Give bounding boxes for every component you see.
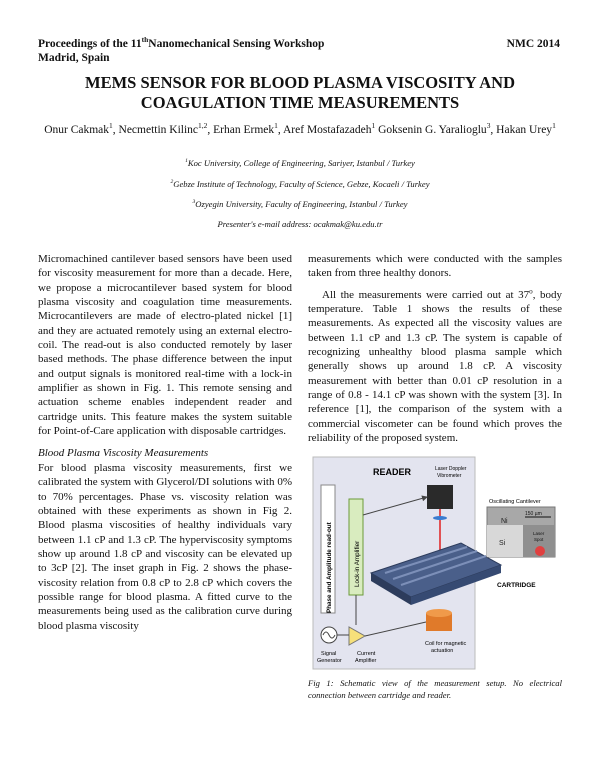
author: Onur Cakmak bbox=[44, 124, 110, 136]
vibrometer-device bbox=[427, 485, 453, 509]
svg-text:Laser Doppler: Laser Doppler bbox=[435, 466, 467, 473]
results-paragraph: All the measurements were carried out at 37$^o$, body temperature. Table 1 shows the results of these measurements. As expected all the viscosity values are between 1.1 cP and 1.3 cP. The system is capable of recognizing unhealthy blood plasma sample which generally shows up around 1.8 cP. A viscosity measurement with better than 0.01 cP resolution in a range of 0.8 - 14.1 cP was shown with the system [3]. In reference [1], the comparison of the system with a commercial viscometer can be found which proves the reliability of the proposed system. bbox=[308, 287, 563, 445]
author: Necmettin Kilinc bbox=[118, 124, 199, 136]
svg-text:Amplifier: Amplifier bbox=[355, 658, 377, 665]
lockin-label: Lock-in Amplifier bbox=[354, 541, 361, 588]
figure-caption: Fig 1: Schematic view of the measurement setup. No electrical connection between cartridge and reader. bbox=[308, 678, 562, 701]
svg-text:Signal: Signal bbox=[321, 651, 337, 658]
coil-label: Coil for magnetic bbox=[425, 641, 467, 648]
continued-paragraph: measurements which were conducted with the samples taken from three healthy donors. bbox=[308, 253, 562, 280]
readout-label: Phase and Amplitude read-out bbox=[326, 522, 333, 614]
laser-spot bbox=[535, 546, 545, 556]
left-column bbox=[38, 252, 292, 633]
svg-text:150 µm: 150 µm bbox=[525, 511, 542, 518]
affiliation: $^1$Koc University, College of Engineering, Sariyer, Istanbul / Turkey bbox=[185, 158, 415, 168]
cartridge-label: CARTRIDGE bbox=[497, 582, 536, 590]
svg-text:actuation: actuation bbox=[431, 648, 454, 655]
author: Erhan Ermek bbox=[213, 124, 275, 136]
intro-paragraph: Micromachined cantilever based sensors have been used for viscosity measurement for more than a decade. Here, we propose a microcantilever based system for blood plasma viscosity and coagulation time measurements. Microcantilevers are made of electro-plated nickel [1] and they are actuated remotely using an external electro-coil. The read-out is also conducted remotely by laser based methods. The phase difference between the input and output signals is monitored real-time with a lock-in amplifier as shown in Fig. 1. This remote sensing and actuation scheme enables independent reader and cartridge units. This feature makes the system suitable for Point-of-Care application with disposable cartridges. bbox=[38, 253, 292, 438]
section-subheading: Blood Plasma Viscosity Measurements bbox=[38, 447, 209, 460]
author-list: Onur Cakmak$^1$, Necmettin Kilinc$^{1,2}$, Erhan Ermek$^1$, Aref Mostafazadeh$^1$ Goksenin G. Yaralioglu$^3$, Hakan Urey$^1$ bbox=[44, 121, 556, 136]
reader-label: READER bbox=[373, 467, 412, 478]
svg-text:Current: Current bbox=[357, 651, 376, 658]
svg-text:Spot: Spot bbox=[534, 537, 544, 543]
right-column bbox=[308, 252, 562, 701]
measurement-setup-figure bbox=[311, 455, 559, 673]
cantilever-title: Oscillating Cantilever bbox=[489, 499, 541, 506]
affiliation: $^2$Gebze Institute of Technology, Faculty of Science, Gebze, Kocaeli / Turkey bbox=[170, 179, 430, 189]
svg-text:Generator: Generator bbox=[317, 658, 342, 665]
svg-text:Si: Si bbox=[499, 540, 506, 548]
presenter-email: Presenter's e-mail address: ocakmak@ku.edu.tr bbox=[217, 219, 383, 229]
svg-text:Laser: Laser bbox=[533, 531, 545, 537]
affiliation: $^3$Ozyegin University, Faculty of Engineering, Istanbul / Turkey bbox=[192, 199, 408, 209]
author: Aref Mostafazadeh bbox=[283, 124, 372, 136]
svg-text:Vibrometer: Vibrometer bbox=[437, 473, 462, 480]
lens bbox=[433, 516, 447, 520]
svg-text:Ni: Ni bbox=[501, 518, 508, 526]
viscosity-paragraph: For blood plasma viscosity measurements, first we calibrated the system with Glycerol/DI solutions with 0% to 70% percentages. Phase vs. viscosity relation was obtained with these experiments as shown in Fig 2. Blood plasma viscosities of healthy individuals vary between 1.1 cP and 1.3 cP. The hyperviscosity symptoms show up around 1.8 cP and viscosity can be elevated up to 3cP [2]. The inset graph in Fig. 2 shows the phase-viscosity relation from 0.8 cP to 2.8 cP which covers the possible range for blood plasma. A fitted curve to the measurements being used as the calibration curve during blood plasma viscosity bbox=[38, 461, 292, 632]
location: Madrid, Spain bbox=[38, 52, 110, 64]
paper-title: MEMS SENSOR FOR BLOOD PLASMA VISCOSITY AND COAGULATION TIME MEASUREMENTS bbox=[85, 73, 515, 112]
author: Goksenin G. Yaralioglu bbox=[378, 124, 487, 136]
proceedings-header: Proceedings of the 11thNanomechanical Sensing Workshop Madrid, Spain bbox=[38, 35, 325, 64]
conference-tag: NMC 2014 bbox=[506, 38, 560, 50]
author: Hakan Urey bbox=[496, 124, 553, 136]
